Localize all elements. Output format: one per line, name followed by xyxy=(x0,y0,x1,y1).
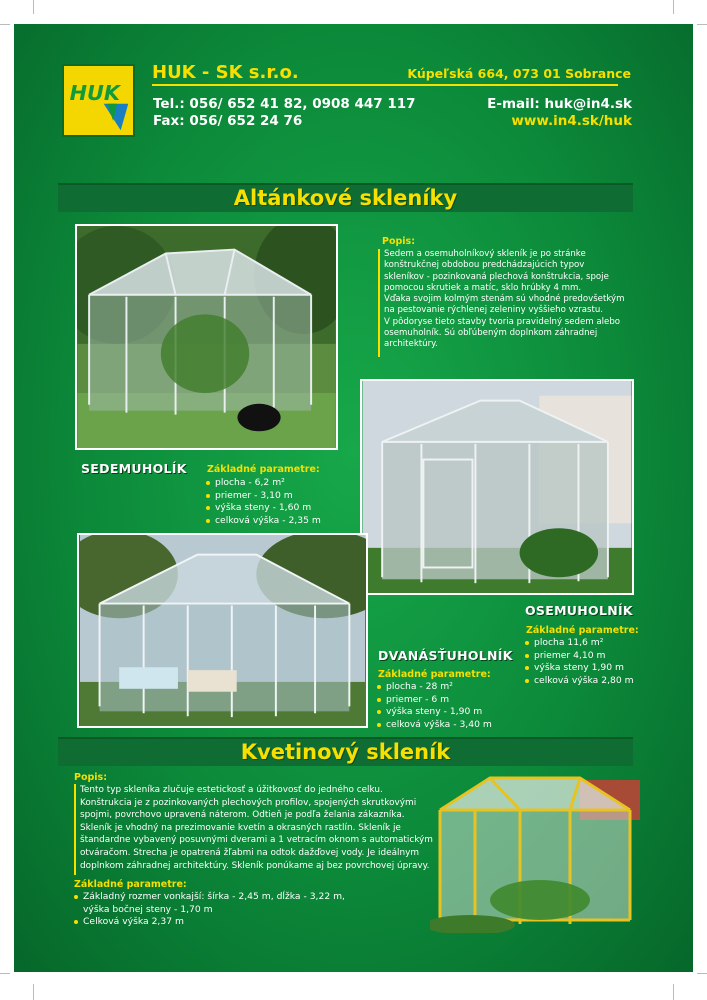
params-list-osemuholnik xyxy=(524,637,634,687)
popis-text: Tento typ skleníka zlučuje estetickosť a úžitkovosť do jedného celku. Konštrukcia je z pozinkovaných plechových profilov, spojených skrutkovými spojmi, povrchovo upravená náterom. Odtieň je podľa želania zákazníka. Skleník je vhodný na prezimovanie kvetín a okrasných rastlín. Skleník je štandardne vybavený posuvnými dverami a 1 vetracím oknom s automatickým otváračom. Strecha je opatrená žľabmi na odtok dažďovej vody. Je ideálnym doplnkom záhradnej architektúry. Skleník ponúkame aj bez povrchovej úpravy. xyxy=(80,785,433,871)
popis-label: Popis: xyxy=(74,772,107,783)
params-label-dvanastuholnik: Základné parametre: xyxy=(378,669,491,680)
list-item: výška steny - 1,60 m xyxy=(205,502,321,515)
list-item: Celková výška 2,37 m xyxy=(73,916,433,929)
params-label-osemuholnik: Základné parametre: xyxy=(526,625,639,636)
company-name: HUK - SK s.r.o. xyxy=(152,62,299,83)
params-list-kvetinovy xyxy=(73,891,433,929)
email[interactable]: E-mail: huk@in4.sk xyxy=(487,96,632,112)
list-item: priemer 4,10 m xyxy=(524,650,634,663)
photo-osemuholnik xyxy=(360,379,634,595)
list-item-continuation: výška bočnej steny - 1,70 m xyxy=(83,903,213,915)
list-item: priemer - 3,10 m xyxy=(205,490,321,503)
list-item: celková výška - 2,35 m xyxy=(205,515,321,528)
website-link[interactable]: www.in4.sk/huk xyxy=(511,113,632,129)
list-item: celková výška - 3,40 m xyxy=(376,719,492,732)
list-item: plocha - 6,2 m² xyxy=(205,477,321,490)
list-item: výška steny - 1,90 m xyxy=(376,706,492,719)
popis-label: Popis: xyxy=(382,236,415,247)
photo-sedemuholnik xyxy=(75,224,338,450)
list-item: plocha - 28 m² xyxy=(376,681,492,694)
fax: Fax: 056/ 652 24 76 xyxy=(153,113,303,129)
svg-text:HUK: HUK xyxy=(69,81,121,106)
section-title: Kvetinový skleník xyxy=(240,740,451,764)
huk-logo xyxy=(62,64,135,137)
photo-kvetinovy-sklenik xyxy=(430,770,640,933)
section-banner-kvetinovy xyxy=(58,737,633,766)
popis-text: Sedem a osemuholníkový skleník je po stránke konštrukčnej obdobou predchádzajúcich typov skleníkov - pozinkovaná plechová konštrukcia, spoje pomocou skrutiek a matíc, sklo hrúbky 4 mm. Vďaka svojim kolmým stenám sú vhodné predovšetkým na pestovanie rýchlenej zeleniny vyššieho vzrastu. V pôdoryse tieto stavby tvoria pravidelný sedem alebo osemuholník. Sú obľúbeným doplnkom záhradnej architektúry. xyxy=(384,249,625,350)
phone: Tel.: 056/ 652 41 82, 0908 447 117 xyxy=(153,96,416,112)
popis-accent-bar xyxy=(378,249,380,357)
product-name-sedemuholnik: SEDEMUHOLÍK xyxy=(81,461,187,476)
list-item: Základný rozmer vonkajší: šírka - 2,45 m, dĺžka - 3,22 m, xyxy=(73,891,433,904)
header-divider xyxy=(152,84,618,86)
list-item: výška steny 1,90 m xyxy=(524,662,634,675)
product-name-dvanastuholnik: DVANÁSŤUHOLNÍK xyxy=(378,648,513,663)
list-item: priemer - 6 m xyxy=(376,694,492,707)
list-item: celková výška 2,80 m xyxy=(524,675,634,688)
popis-accent-bar xyxy=(74,784,76,875)
params-list-sedemuholnik xyxy=(205,477,321,527)
company-address: Kúpeľská 664, 073 01 Sobrance xyxy=(407,66,631,81)
product-name-osemuholnik: OSEMUHOLNÍK xyxy=(525,603,633,618)
photo-dvanastuholnik xyxy=(77,533,368,728)
params-label-sedemuholnik: Základné parametre: xyxy=(207,464,320,475)
params-list-dvanastuholnik xyxy=(376,681,492,731)
list-item: plocha 11,6 m² xyxy=(524,637,634,650)
section-title: Altánkové skleníky xyxy=(233,186,458,210)
params-label-kvetinovy: Základné parametre: xyxy=(74,879,187,890)
section-banner-altankove xyxy=(58,183,633,212)
